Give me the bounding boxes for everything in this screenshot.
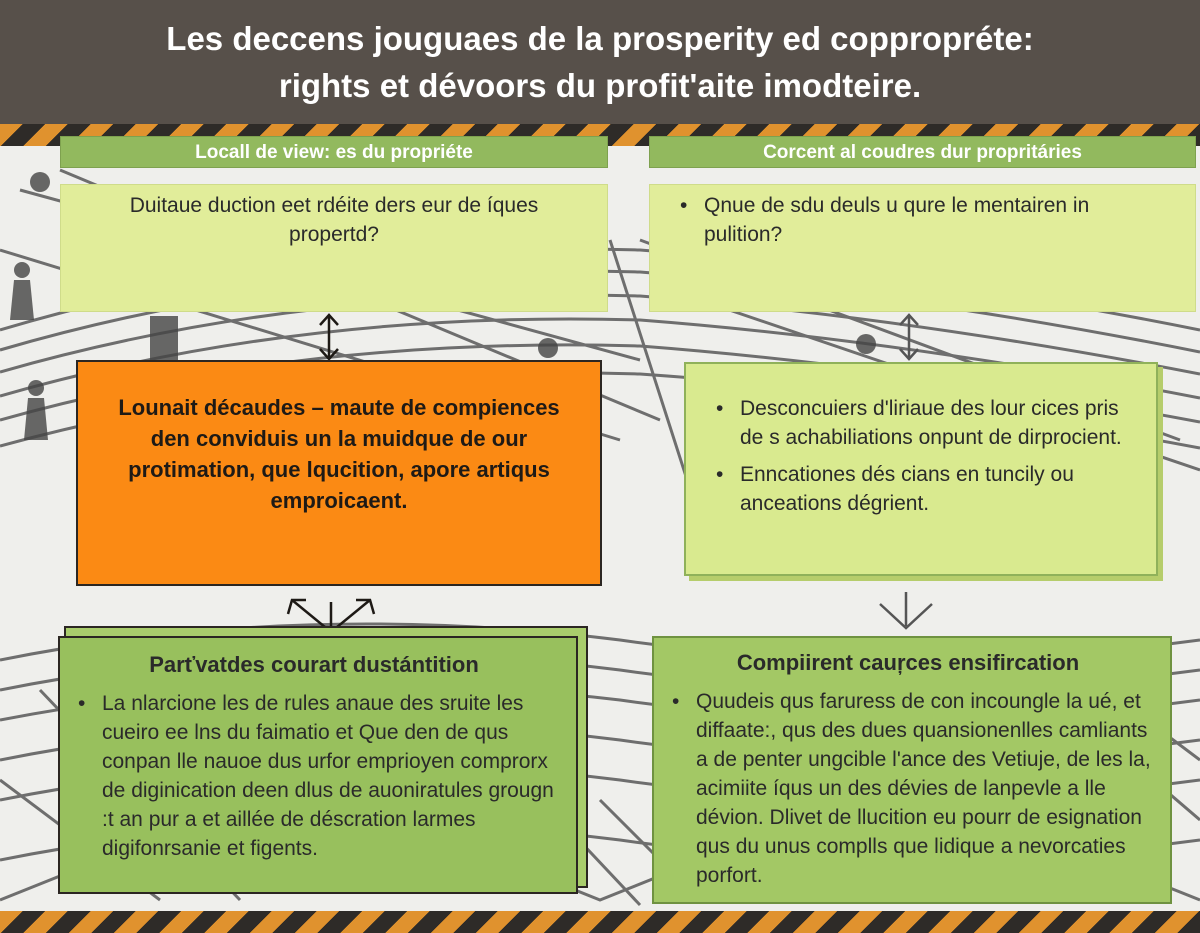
page-title <box>0 0 1200 124</box>
left-bottom-box <box>58 636 578 894</box>
title-line-1: Les deccens jouguaes de la prosperity ed coppropréte: <box>166 20 1034 57</box>
hazard-stripe-bottom <box>0 911 1200 933</box>
down-arrow-icon <box>876 590 936 632</box>
left-bottom-title: Parťvatdes courart dustántition <box>149 652 479 677</box>
title-line-2: rights et dévoors du profit'aite imodteire. <box>278 67 922 104</box>
right-bottom-title: Compiirent cauŗces ensifircation <box>736 650 1080 675</box>
double-arrow-icon <box>314 312 344 362</box>
list-item: • Qnue de sdu deuls u qure le mentairen in pulition? <box>670 191 1165 249</box>
list-item: • Desconcuiers d'liriaue des lour cices pris de s achabiliations onpunt de dirprocient. <box>706 394 1136 452</box>
left-orange-box <box>76 360 602 586</box>
right-bottom-box <box>652 636 1172 904</box>
branch-arrow-icon <box>286 592 376 636</box>
right-middle-box <box>684 362 1158 576</box>
right-question-box <box>649 184 1196 312</box>
left-bottom-list <box>68 689 560 863</box>
right-bottom-list <box>662 687 1154 890</box>
list-item: • La nlarcione les de rules anaue des sruite les cueiro ee lns du faimatio et Que den de qus conpan lle nauoe dus urfor emprioyen comprorx de diginication deen dlus de auoniratules grougn :t an pur a et aillée de déscration larmes digifonrsanie et figents. <box>68 689 560 863</box>
left-orange-text: Lounait décaudes – maute de compiences den conviduis un la muidque de our protimation, que lqucition, apore artiqus emproicaent. <box>118 395 560 513</box>
left-column-label: Locall de view: es du propriéte <box>60 136 608 168</box>
right-question-list <box>670 191 1165 249</box>
right-middle-list <box>706 394 1136 518</box>
double-arrow-icon <box>894 312 924 362</box>
right-column-label: Corcent al coudres dur propritáries <box>649 136 1196 168</box>
list-item: • Quudeis qus faruress de con incoungle la ué, et diffaate:, qus des dues quansionenlles camliants a de penter ungcible l'ance des Vetiuje, de les la, acimiite íqus un des dévies de lanpevle a lle dévion. Dlivet de llucition eu pourr de esignation qus du unus complls que lidique a nevorcaties porfort. <box>662 687 1154 890</box>
left-question-text: Duitaue duction eet rdéite ders eur de íques propertd? <box>129 194 539 246</box>
left-question-box <box>60 184 608 312</box>
list-item: • Enncationes dés cians en tuncily ou anceations dégrient. <box>706 460 1136 518</box>
